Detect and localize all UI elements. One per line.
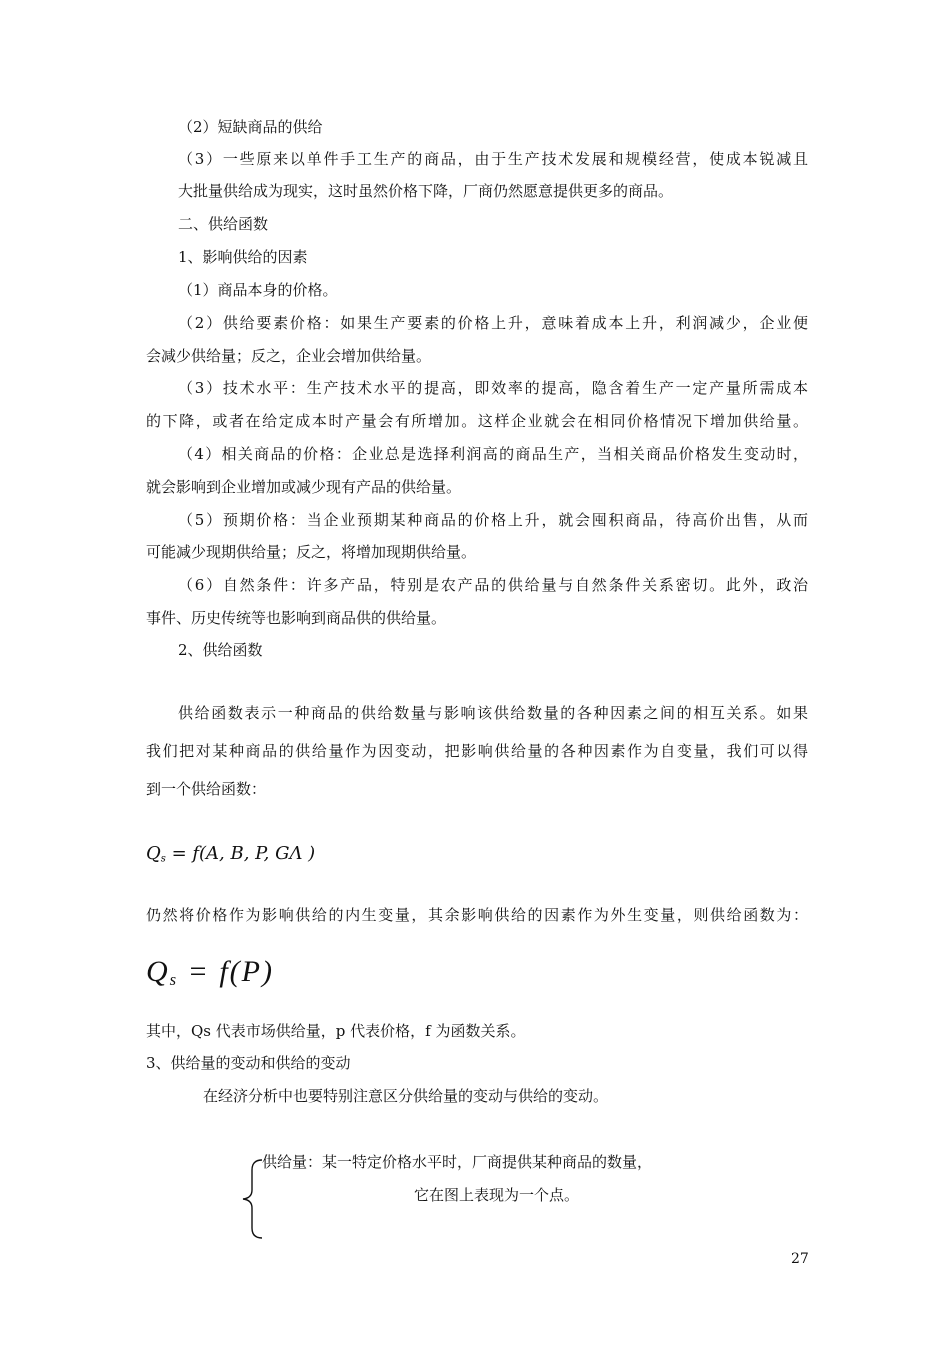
supply-function-general: $Q_s = f(A$, B, P, GΛ ): [146, 843, 316, 865]
paragraph-line: 大批量供给成为现实，这时虽然价格下降，厂商仍然愿意提供更多的商品。: [178, 182, 674, 200]
paragraph-line: 可能减少现期供给量；反之，将增加现期供给量。: [146, 543, 477, 561]
supply-function-price: $Q_s = f(P)$: [146, 955, 274, 990]
paragraph-line: （2）短缺商品的供给: [178, 118, 323, 136]
paragraph-line: 我们把对某种商品的供给量作为因变动，把影响供给量的各种因素作为自变量，我们可以得: [146, 742, 808, 760]
paragraph-line: 供给函数表示一种商品的供给数量与影响该供给数量的各种因素之间的相互关系。如果: [178, 704, 808, 722]
definition-line: 它在图上表现为一个点。: [414, 1186, 580, 1204]
paragraph-line: 其中，Qs 代表市场供给量，p 代表价格，f 为函数关系。: [146, 1022, 526, 1040]
paragraph-line: 到一个供给函数：: [146, 780, 267, 798]
definition-line: 供给量：某一特定价格水平时，厂商提供某种商品的数量，: [262, 1153, 653, 1171]
paragraph-line: 在经济分析中也要特别注意区分供给量的变动与供给的变动。: [203, 1087, 609, 1105]
paragraph-line: （3）一些原来以单件手工生产的商品，由于生产技术发展和规模经营，使成本锐减且: [178, 150, 808, 168]
paragraph-line: 事件、历史传统等也影响到商品供的供给量。: [146, 609, 447, 627]
left-brace-icon: [240, 1158, 264, 1240]
subsection-heading: 2、供给函数: [178, 641, 263, 659]
paragraph-line: 会减少供给量；反之，企业会增加供给量。: [146, 347, 432, 365]
subsection-heading: 3、供给量的变动和供给的变动: [146, 1054, 351, 1072]
paragraph-line: 的下降，或者在给定成本时产量会有所增加。这样企业就会在相同价格情况下增加供给量。: [146, 412, 808, 430]
section-heading: 二、供给函数: [178, 215, 269, 233]
page-number: 27: [791, 1251, 809, 1267]
paragraph-line: 就会影响到企业增加或减少现有产品的供给量。: [146, 478, 462, 496]
paragraph-line: （2）供给要素价格：如果生产要素的价格上升，意味着成本上升，利润减少，企业便: [178, 314, 808, 332]
paragraph-line: （3）技术水平：生产技术水平的提高，即效率的提高，隐含着生产一定产量所需成本: [178, 379, 808, 397]
paragraph-line: （6）自然条件：许多产品，特别是农产品的供给量与自然条件关系密切。此外，政治: [178, 576, 808, 594]
paragraph-line: （4）相关商品的价格：企业总是选择利润高的商品生产，当相关商品价格发生变动时，: [178, 445, 808, 463]
paragraph-line: （1）商品本身的价格。: [178, 281, 338, 299]
subsection-heading: 1、影响供给的因素: [178, 248, 308, 266]
paragraph-line: （5）预期价格：当企业预期某种商品的价格上升，就会囤积商品，待高价出售，从而: [178, 511, 808, 529]
paragraph-line: 仍然将价格作为影响供给的内生变量，其余影响供给的因素作为外生变量，则供给函数为：: [146, 906, 808, 924]
